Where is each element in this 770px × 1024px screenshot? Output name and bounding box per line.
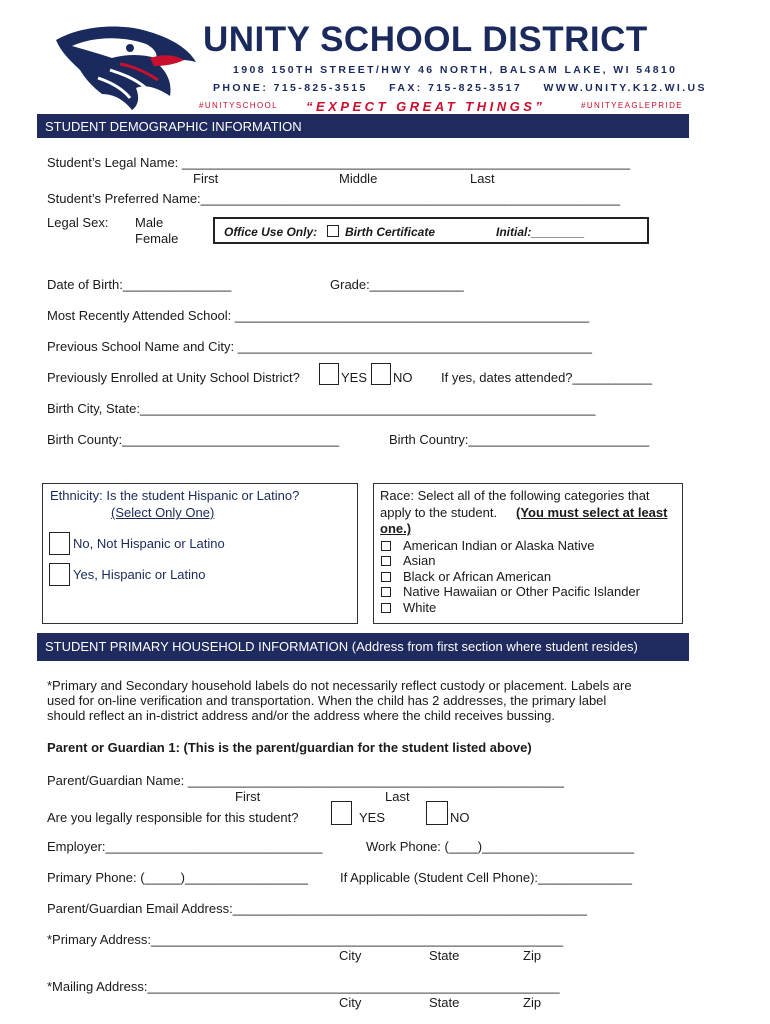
most-recent-school-field[interactable]: Most Recently Attended School: _________________________________________________	[47, 308, 590, 323]
hashtag-left: #UNITYSCHOOL	[199, 101, 279, 110]
birth-certificate-label: Birth Certificate	[345, 225, 436, 239]
work-phone-field[interactable]: Work Phone: (____)_____________________	[366, 839, 634, 854]
guardian1-heading: Parent or Guardian 1: (This is the parent/guardian for the student listed above)	[47, 740, 532, 755]
primary-city-caption: City	[339, 948, 362, 963]
ethnicity-instruction: (Select Only One)	[111, 505, 215, 520]
fax-number: 715-825-3517	[427, 82, 523, 94]
office-initial-field[interactable]: Initial:________	[496, 225, 585, 239]
sex-option-male[interactable]: Male	[135, 215, 164, 230]
dates-attended-field[interactable]: If yes, dates attended?___________	[441, 370, 653, 385]
office-use-label: Office Use Only:	[224, 225, 318, 239]
race-option: White	[403, 600, 437, 615]
guardian-name-field[interactable]: Parent/Guardian Name: ____________________________________________________	[47, 773, 564, 788]
race-question-line2: apply to the student.	[380, 505, 498, 520]
district-motto: “EXPECT GREAT THINGS”	[306, 99, 546, 114]
race-question-line1: Race: Select all of the following categories that	[380, 488, 650, 503]
district-name: UNITY SCHOOL DISTRICT	[203, 20, 648, 59]
contact-line	[213, 82, 707, 94]
first-name-caption: First	[193, 171, 219, 186]
mailing-address-field[interactable]: *Mailing Address:_________________________________________________________	[47, 979, 560, 994]
phone-number[interactable]: 715-825-3515	[273, 82, 368, 94]
preferred-name-field[interactable]: Student’s Preferred Name:__________________________________________________________	[47, 191, 621, 206]
race-checkbox[interactable]	[381, 587, 391, 597]
middle-name-caption: Middle	[339, 171, 378, 186]
unity-eagle-logo	[50, 18, 200, 110]
legally-responsible-no-checkbox[interactable]	[426, 801, 448, 825]
district-address: 1908 150TH STREET/HWY 46 NORTH, BALSAM LAKE, WI 54810	[233, 64, 678, 76]
prev-enrolled-no-checkbox[interactable]	[371, 363, 391, 385]
mailing-zip-caption: Zip	[523, 995, 542, 1010]
primary-phone-field[interactable]: Primary Phone: (_____)_________________	[47, 870, 308, 885]
birth-certificate-checkbox[interactable]	[327, 225, 339, 237]
previous-school-field[interactable]: Previous School Name and City: _________________________________________________	[47, 339, 593, 354]
legally-responsible-label: Are you legally responsible for this student?	[47, 810, 299, 825]
household-note-line3: should reflect an in-district address and/or the address where the child receives bussing.	[47, 708, 555, 723]
race-checkbox[interactable]	[381, 541, 391, 551]
race-must-select-2: one.)	[380, 521, 412, 536]
legally-responsible-no-label: NO	[450, 810, 470, 825]
ethnicity-no-label: No, Not Hispanic or Latino	[73, 536, 225, 551]
guardian-last-caption: Last	[385, 789, 410, 804]
birth-county-field[interactable]: Birth County:______________________________	[47, 432, 340, 447]
race-checkbox[interactable]	[381, 603, 391, 613]
ethnicity-question: Ethnicity: Is the student Hispanic or Latino?	[50, 488, 300, 503]
section-bar-demographic: STUDENT DEMOGRAPHIC INFORMATION	[37, 114, 689, 138]
employer-field[interactable]: Employer:______________________________	[47, 839, 323, 854]
ethnicity-yes-label: Yes, Hispanic or Latino	[73, 567, 206, 582]
race-checkbox[interactable]	[381, 572, 391, 582]
section-bar-household: STUDENT PRIMARY HOUSEHOLD INFORMATION (Address from first section where student resides)	[37, 633, 689, 661]
legal-sex-label: Legal Sex:	[47, 215, 109, 230]
primary-state-caption: State	[429, 948, 460, 963]
primary-zip-caption: Zip	[523, 948, 542, 963]
race-option: American Indian or Alaska Native	[403, 538, 595, 553]
grade-field[interactable]: Grade:_____________	[330, 277, 464, 292]
dob-field[interactable]: Date of Birth:_______________	[47, 277, 232, 292]
household-note-line2: used for on-line verification and transportation. When the child has 2 addresses, the primary label	[47, 693, 607, 708]
prev-enrolled-yes-label: YES	[341, 370, 368, 385]
birth-country-field[interactable]: Birth Country:_________________________	[389, 432, 650, 447]
household-note-line1: *Primary and Secondary household labels do not necessarily reflect custody or placement. Labels are	[47, 678, 632, 693]
last-name-caption: Last	[470, 171, 495, 186]
fax-label: FAX:	[389, 82, 423, 94]
race-must-select-1: (You must select at least	[516, 505, 668, 520]
previously-enrolled-label: Previously Enrolled at Unity School District?	[47, 370, 300, 385]
ethnicity-no-checkbox[interactable]	[49, 532, 70, 555]
race-checkbox[interactable]	[381, 556, 391, 566]
legal-name-field[interactable]: Student’s Legal Name: ______________________________________________________________	[47, 155, 631, 170]
prev-enrolled-yes-checkbox[interactable]	[319, 363, 339, 385]
legally-responsible-yes-label: YES	[359, 810, 386, 825]
phone-label: PHONE:	[213, 82, 269, 94]
race-option: Black or African American	[403, 569, 552, 584]
race-option: Asian	[403, 553, 436, 568]
hashtag-right: #UNITYEAGLEPRIDE	[581, 101, 683, 110]
mailing-state-caption: State	[429, 995, 460, 1010]
student-cell-phone-field[interactable]: If Applicable (Student Cell Phone):_____________	[340, 870, 632, 885]
race-option: Native Hawaiian or Other Pacific Islander	[403, 584, 640, 599]
ethnicity-yes-checkbox[interactable]	[49, 563, 70, 586]
guardian-first-caption: First	[235, 789, 261, 804]
primary-address-field[interactable]: *Primary Address:_________________________________________________________	[47, 932, 564, 947]
prev-enrolled-no-label: NO	[393, 370, 413, 385]
sex-option-female[interactable]: Female	[135, 231, 179, 246]
website-link[interactable]: WWW.UNITY.K12.WI.US	[543, 82, 707, 94]
mailing-city-caption: City	[339, 995, 362, 1010]
legally-responsible-yes-checkbox[interactable]	[331, 801, 352, 825]
guardian-email-field[interactable]: Parent/Guardian Email Address:_________________________________________________	[47, 901, 587, 916]
birth-city-field[interactable]: Birth City, State:_______________________________________________________________	[47, 401, 596, 416]
